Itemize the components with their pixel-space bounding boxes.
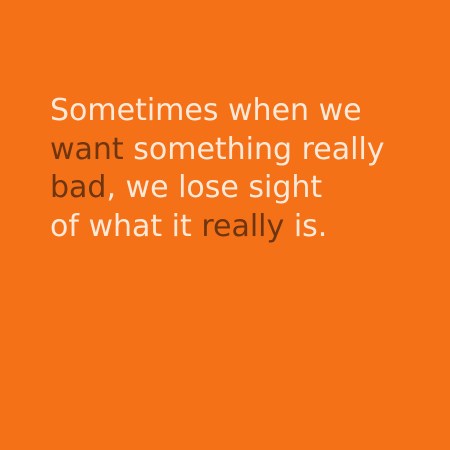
quote-line-2 <box>50 131 430 170</box>
quote-segment-emphasis: want <box>50 131 124 167</box>
quote-line-4 <box>50 208 430 247</box>
quote-segment: Sometimes when we <box>50 93 362 128</box>
quote-segment: is. <box>284 208 328 244</box>
quote-segment: , we lose sight <box>106 170 323 205</box>
quote-segment-emphasis: bad <box>50 170 107 205</box>
quote-text <box>50 92 430 246</box>
quote-segment-emphasis: really <box>201 208 285 244</box>
quote-segment: something really <box>123 131 385 167</box>
quote-segment: of what it <box>50 208 202 244</box>
quote-line-3 <box>50 169 430 208</box>
quote-line-1 <box>50 92 430 131</box>
